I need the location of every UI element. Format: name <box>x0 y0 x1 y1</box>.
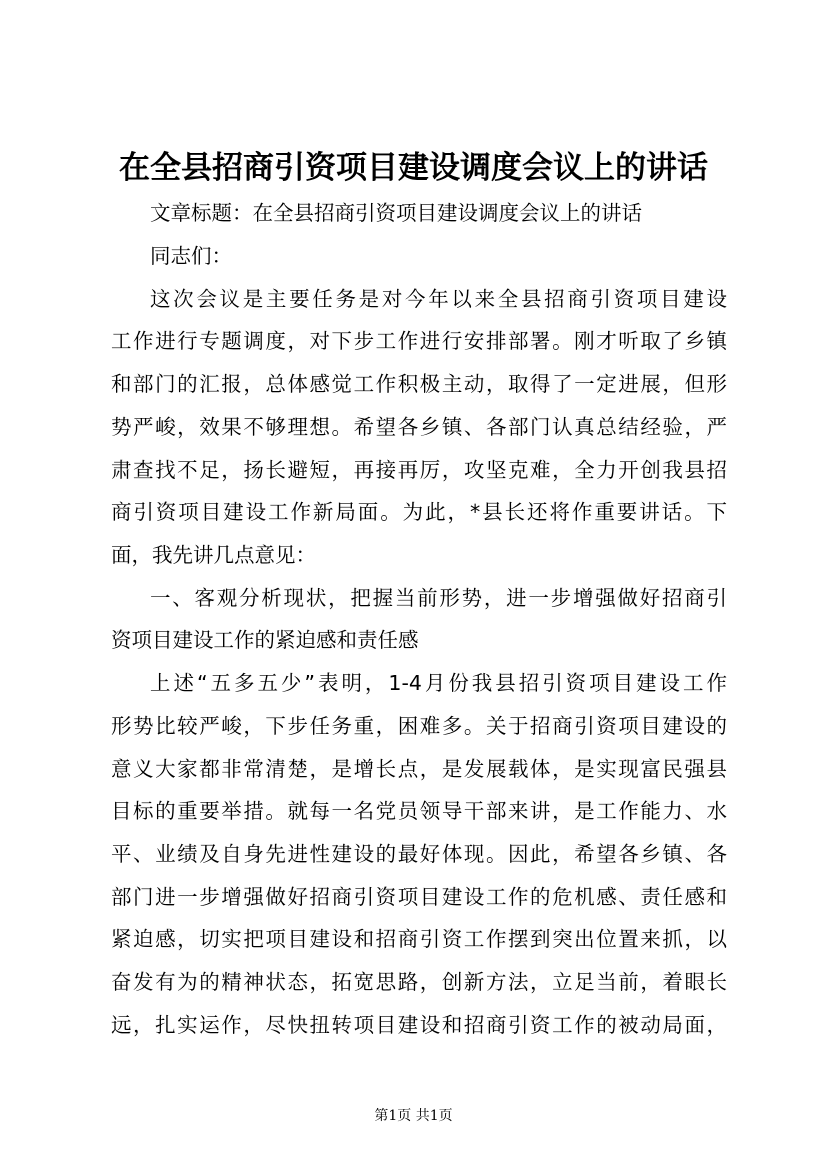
paragraph-line: 面，我先讲几点意见： <box>111 543 316 567</box>
paragraph-line: 这次会议是主要任务是对今年以来全县招商引资项目建设 <box>150 287 727 311</box>
paragraph-line: 形势比较严峻，下步任务重，困难多。关于招商引资项目建设的 <box>111 714 727 738</box>
paragraph-line: 远，扎实运作，尽快扭转项目建设和招商引资工作的被动局面， <box>111 1013 727 1037</box>
section-heading-line: 一、客观分析现状，把握当前形势，进一步增强做好招商引 <box>150 586 727 610</box>
paragraph-line: 意义大家都非常清楚，是增长点，是发展载体，是实现富民强县 <box>111 757 727 781</box>
document-title: 在全县招商引资项目建设调度会议上的讲话 <box>119 150 708 186</box>
page-footer: 第1页 共1页 <box>374 1108 453 1124</box>
paragraph-line: 目标的重要举措。就每一名党员领导干部来讲，是工作能力、水 <box>111 799 727 823</box>
paragraph-line: 部门进一步增强做好招商引资项目建设工作的危机感、责任感和 <box>111 885 727 909</box>
paragraph-line: 和部门的汇报，总体感觉工作积极主动，取得了一定进展，但形 <box>111 372 727 396</box>
paragraph-line: 奋发有为的精神状态，拓宽思路，创新方法，立足当前，着眼长 <box>111 970 727 994</box>
paragraph-line: 肃查找不足，扬长避短，再接再厉，攻坚克难，全力开创我县招 <box>111 458 727 482</box>
salutation-line: 同志们： <box>150 244 232 268</box>
paragraph-line: 平、业绩及自身先进性建设的最好体现。因此，希望各乡镇、各 <box>111 842 727 866</box>
paragraph-line: 商引资项目建设工作新局面。为此，*县长还将作重要讲话。下 <box>111 500 727 524</box>
paragraph-line: 紧迫感，切实把项目建设和招商引资工作摆到突出位置来抓，以 <box>111 927 727 951</box>
paragraph-line: 工作进行专题调度，对下步工作进行安排部署。刚才听取了乡镇 <box>111 329 727 353</box>
paragraph-line: 上述“五多五少”表明，1-4月份我县招引资项目建设工作 <box>150 671 727 695</box>
paragraph-line: 势严峻，效果不够理想。希望各乡镇、各部门认真总结经验，严 <box>111 415 727 439</box>
article-title-line: 文章标题：在全县招商引资项目建设调度会议上的讲话 <box>150 201 642 225</box>
section-heading-line: 资项目建设工作的紧迫感和责任感 <box>111 628 419 652</box>
